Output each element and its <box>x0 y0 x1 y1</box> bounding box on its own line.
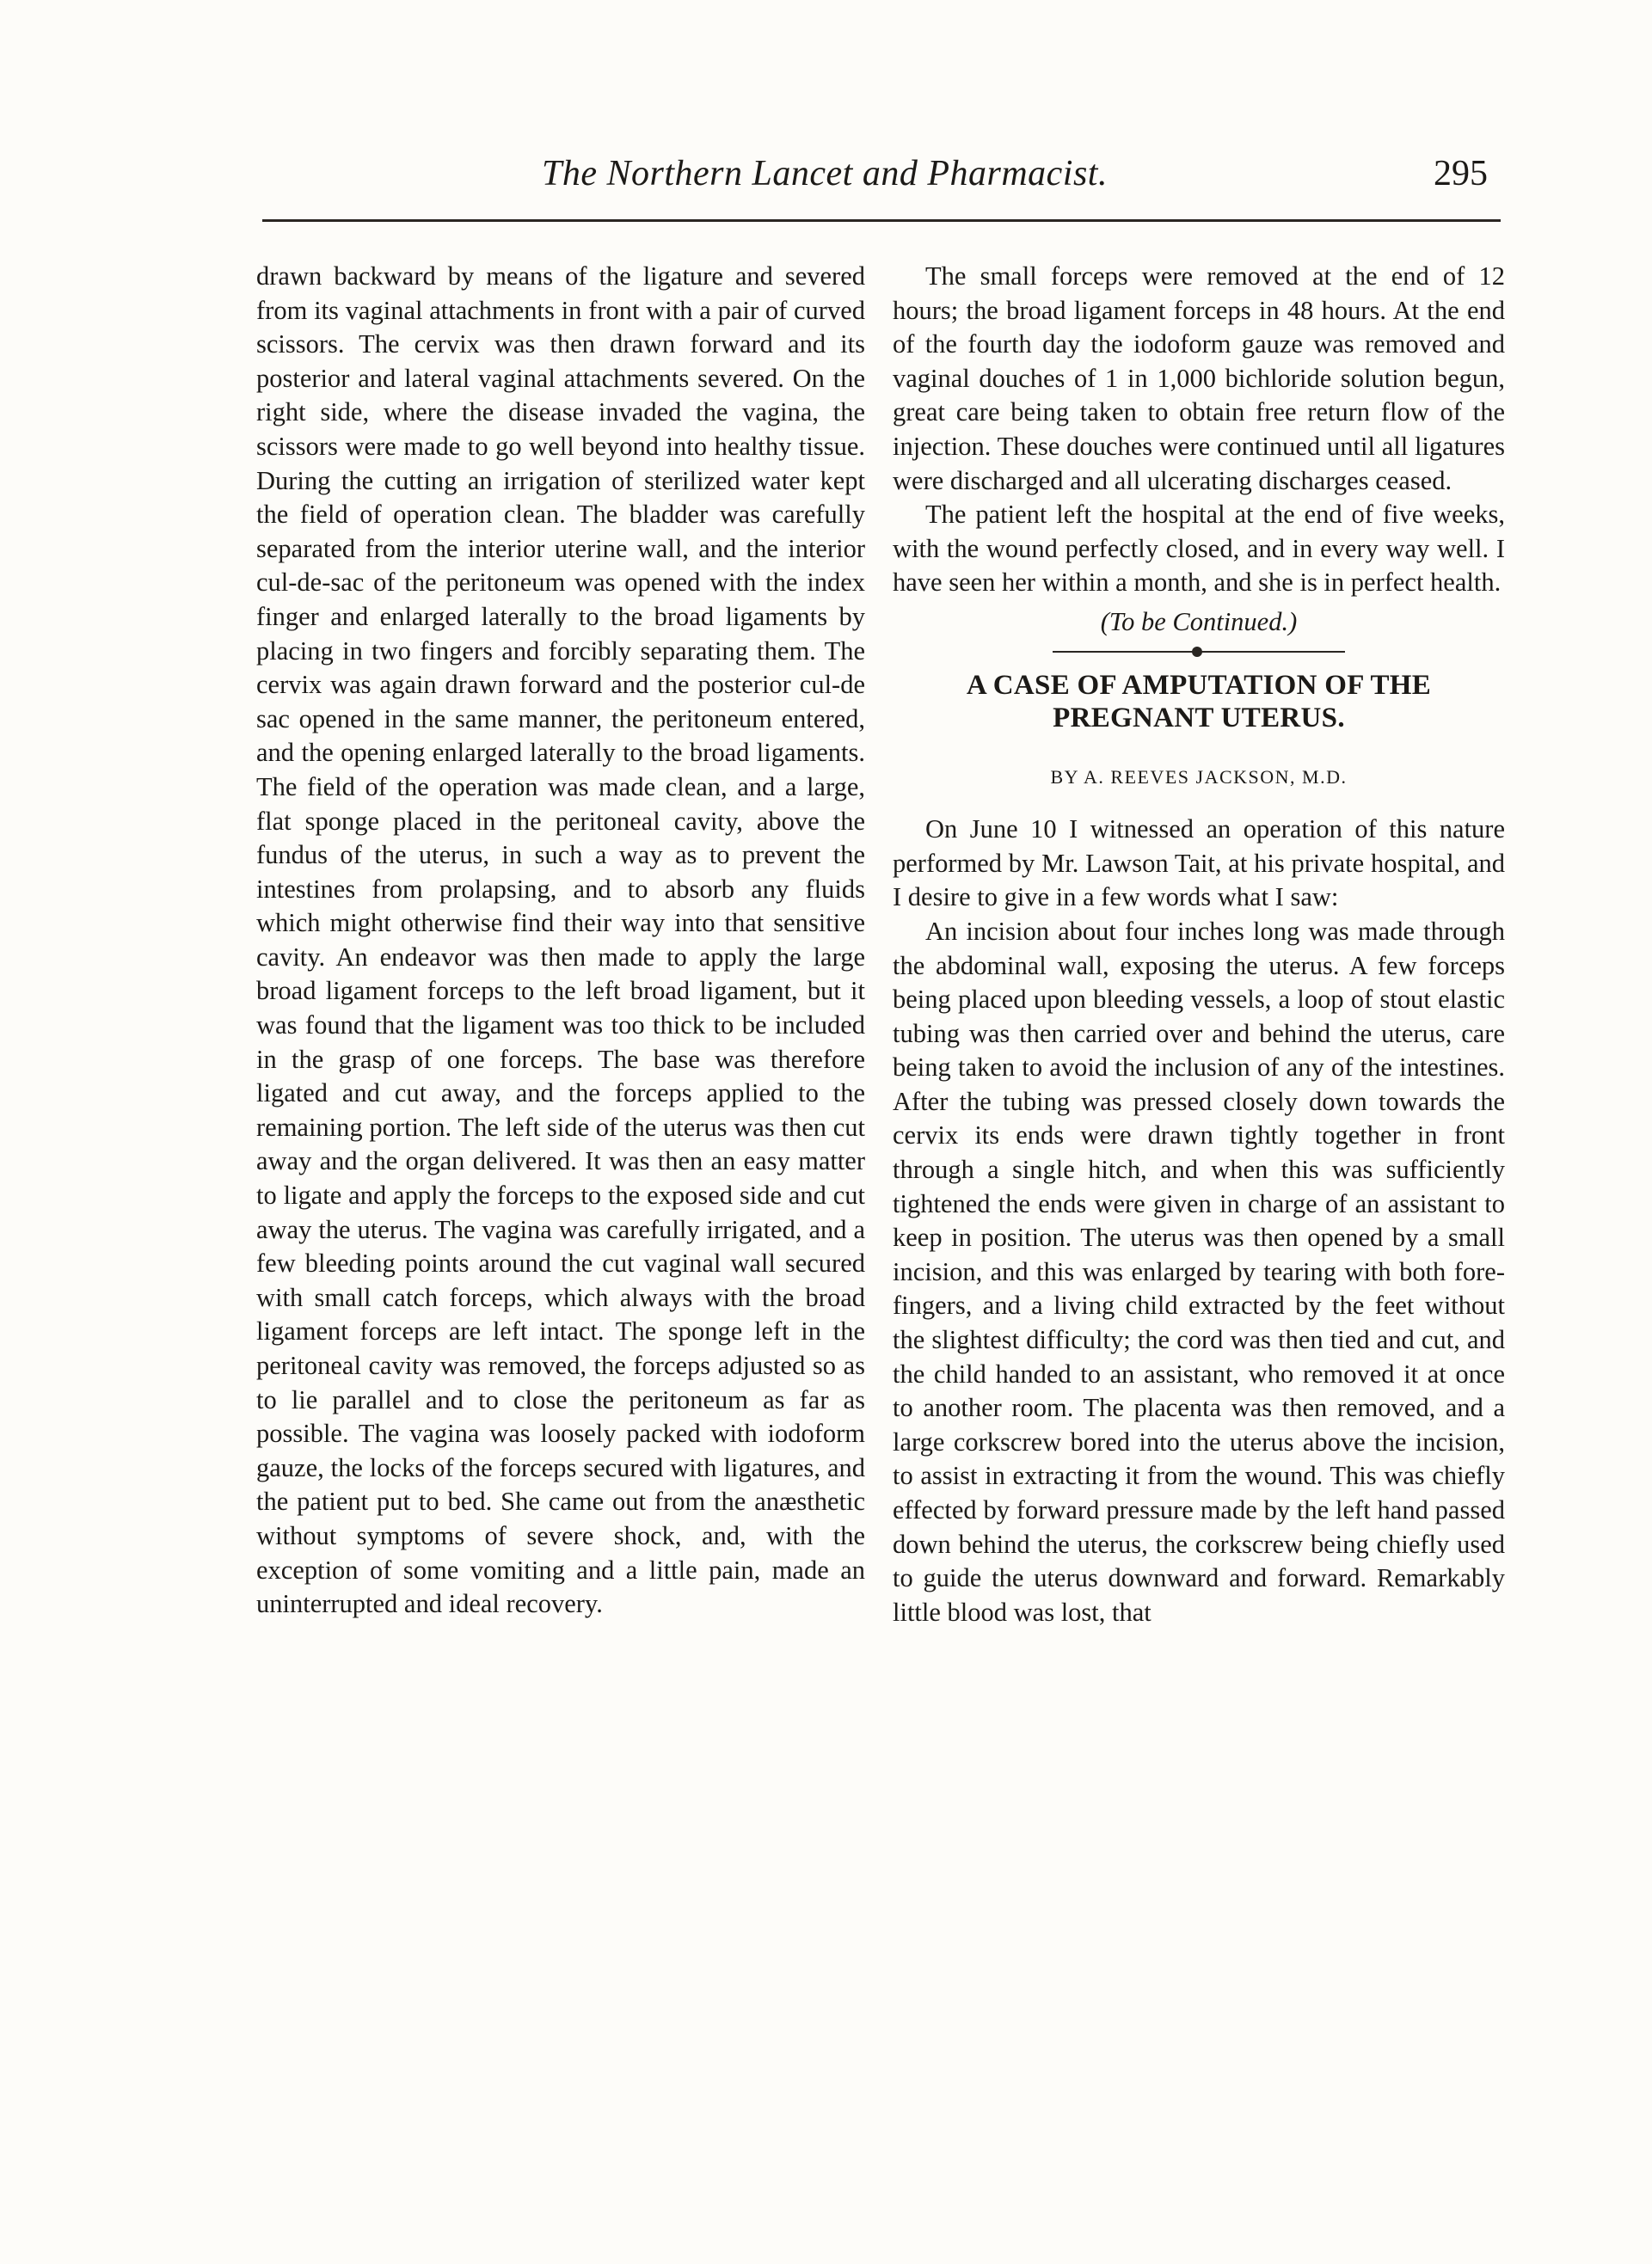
left-column <box>256 260 865 1622</box>
section-divider <box>1053 640 1345 664</box>
running-title: The Northern Lancet and Pharmacist. <box>542 154 1108 193</box>
article-byline: BY A. REEVES JACKSON, M.D. <box>1050 765 1348 788</box>
divider-ornament <box>1192 647 1202 657</box>
body-paragraph: The small forceps were removed at the end of 12 hours; the broad ligament forceps in 48 hours. At the end of the fourth day the iodoform gauze was removed and vaginal douches of 1 in 1,000 bichloride solution begun, great care being taken to obtain free return flow of the injection. These douches were continued until all ligatures were discharged and all ulcerating discharges ceased. <box>893 261 1505 495</box>
article-title: A CASE OF AMPUTATION OF THE PREGNANT UTERUS. <box>966 669 1432 733</box>
header-rule <box>262 219 1501 222</box>
body-paragraph: drawn backward by means of the ligature and severed from its vaginal attachments in front with a pair of curved scissors. The cervix was then drawn forward and its posterior and lateral vaginal attachments severed. On the right side, where the disease invaded the vagina, the scissors were made to go well beyond into healthy tissue. During the cutting an irrigation of sterilized water kept the field of operation clean. The bladder was carefully separated from the interior uterine wall, and the interior cul-de-sac of the peritoneum was opened with the index finger and enlarged laterally to the broad ligaments by placing in two fingers and forcibly separating them. The cervix was again drawn forward and the posterior cul-de sac opened in the same manner, the peritoneum entered, and the opening enlarged laterally to the broad ligaments. The field of the operation was made clean, and a large, flat sponge placed in the peritoneal cavity, above the fundus of the uterus, in such a way as to prevent the intestines from prolapsing, and to absorb any fluids which might otherwise find their way into that sensitive cavity. An endeavor was then made to apply the large broad ligament forceps to the left broad ligament, but it was found that the ligament was too thick to be included in the grasp of one forceps. The base was therefore ligated and cut away, and the forceps applied to the remaining portion. The left side of the uterus was then cut away and the organ delivered. It was then an easy matter to ligate and apply the forceps to the exposed side and cut away the uterus. The vagina was carefully irrigated, and a few bleeding points around the cut vaginal wall secured with small catch forceps, which always with the broad ligament forceps are left intact. The sponge left in the peritoneal cavity was removed, the forceps adjusted so as to lie parallel and to close the peritoneum as far as possible. The vagina was loosely packed with iodoform gauze, the locks of the forceps secured with ligatures, and the patient put to bed. She came out from the anæsthetic without symptoms of severe shock, and, with the exception of some vomiting and a little pain, made an uninterrupted and ideal recovery. <box>256 261 865 1619</box>
page-header <box>267 146 1514 206</box>
body-paragraph: The patient left the hospital at the end of five weeks, with the wound perfectly closed, and in every way well. I have seen her within a month, and she is in perfect health. <box>893 500 1505 598</box>
right-column <box>893 260 1505 1629</box>
page-number: 295 <box>1434 154 1488 193</box>
continued-note: (To be Continued.) <box>1100 606 1298 636</box>
body-paragraph: An incision about four inches long was made through the abdominal wall, exposing the uterus. A few forceps being placed upon bleeding vessels, a loop of stout elastic tubing was then carried over and behind the uterus, care being taken to avoid the inclusion of any of the intestines. After the tubing was pressed closely down towards the cervix its ends were drawn tightly together in front through a single hitch, and when this was sufficiently tightened the ends were given in charge of an assistant to keep in position. The uterus was then opened by a small incision, and this was enlarged by tearing with both fore-fingers, and a living child extracted by the feet without the slightest difficulty; the cord was then tied and cut, and the child handed to an assistant, who removed it at once to another room. The placenta was then removed, and a large corkscrew bored into the uterus above the incision, to assist in extracting it from the wound. This was chiefly effected by forward pressure made by the left hand passed down behind the uterus, the corkscrew being chiefly used to guide the uterus downward and forward. Remarkably little blood was lost, that <box>893 916 1505 1627</box>
body-paragraph: On June 10 I witnessed an operation of this nature performed by Mr. Lawson Tait, at his private hospital, and I desire to give in a few words what I saw: <box>893 814 1505 912</box>
